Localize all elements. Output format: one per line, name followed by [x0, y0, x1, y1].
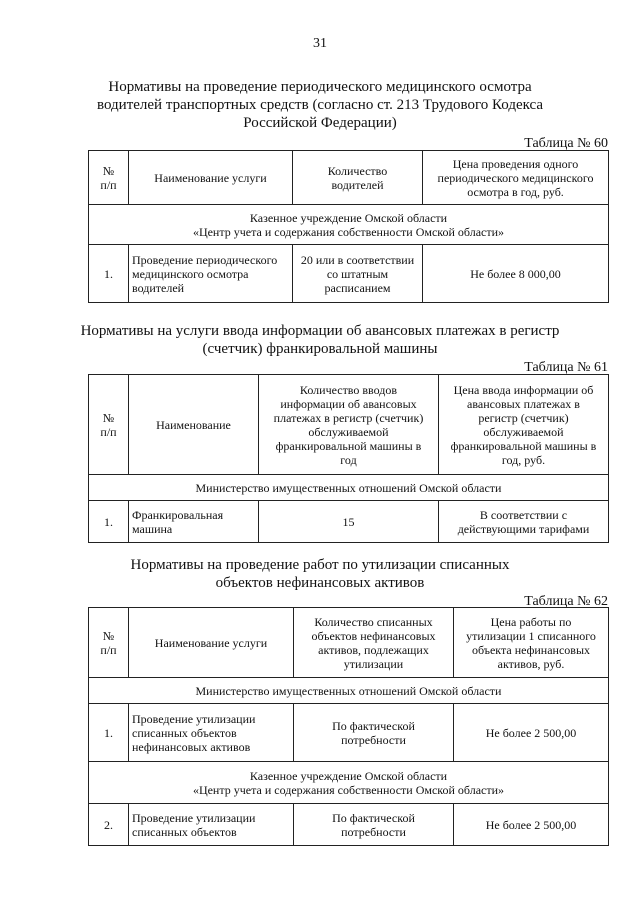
- group-name: Казенное учреждение Омской области «Центр учета и содержания собственности Омской области»: [89, 762, 609, 804]
- row-qty: 20 или в соответствии со штатным расписанием: [293, 245, 423, 303]
- row-name: Франкировальная машина: [129, 501, 259, 543]
- page-number: 31: [313, 36, 327, 51]
- table-61: [88, 374, 609, 543]
- table-62-heading: Нормативы на проведение работ по утилизации списанных объектов нефинансовых активов: [130, 557, 510, 591]
- table-61-caption: Таблица № 61: [524, 360, 608, 375]
- header-cell-price: Цена работы по утилизации 1 списанного объекта нефинансовых активов, руб.: [454, 608, 609, 678]
- row-qty: 15: [259, 501, 439, 543]
- row-qty: По фактической потребности: [294, 804, 454, 846]
- table-60-caption: Таблица № 60: [524, 136, 608, 151]
- group-row: [89, 762, 609, 804]
- row-qty: По фактической потребности: [294, 704, 454, 762]
- row-price: Не более 2 500,00: [454, 804, 609, 846]
- row-name: Проведение утилизации списанных объектов нефинансовых активов: [129, 704, 294, 762]
- row-num: 1.: [89, 704, 129, 762]
- table-60-heading: Нормативы на проведение периодического медицинского осмотра водителей транспортных средств (согласно ст. 213 Трудового Кодекса Российской Федерации): [96, 79, 544, 131]
- header-cell-num: № п/п: [89, 608, 129, 678]
- row-name: Проведение периодического медицинского осмотра водителей: [129, 245, 293, 303]
- group-name: Казенное учреждение Омской области «Центр учета и содержания собственности Омской области»: [89, 205, 609, 245]
- table-row: [89, 245, 609, 303]
- header-cell-qty: Количество вводов информации об авансовых платежах в регистр (счетчик) обслуживаемой франкировальной машины в год: [259, 375, 439, 475]
- table-62-caption: Таблица № 62: [524, 594, 608, 609]
- header-cell-qty: Количество списанных объектов нефинансовых активов, подлежащих утилизации: [294, 608, 454, 678]
- row-price: В соответствии с действующими тарифами: [439, 501, 609, 543]
- header-cell-name: Наименование услуги: [129, 151, 293, 205]
- header-cell-price: Цена проведения одного периодического медицинского осмотра в год, руб.: [423, 151, 609, 205]
- group-row: [89, 678, 609, 704]
- table-60: [88, 150, 609, 303]
- header-cell-num: № п/п: [89, 375, 129, 475]
- group-row: [89, 475, 609, 501]
- header-cell-num: № п/п: [89, 151, 129, 205]
- table-row: [89, 501, 609, 543]
- row-num: 1.: [89, 245, 129, 303]
- row-name: Проведение утилизации списанных объектов: [129, 804, 294, 846]
- table-header-row: [89, 608, 609, 678]
- group-name: Министерство имущественных отношений Омской области: [89, 678, 609, 704]
- table-62: [88, 607, 609, 846]
- header-cell-price: Цена ввода информации об авансовых платежах в регистр (счетчик) обслуживаемой франкировальной машины в год, руб.: [439, 375, 609, 475]
- header-cell-qty: Количество водителей: [293, 151, 423, 205]
- table-header-row: [89, 375, 609, 475]
- group-row: [89, 205, 609, 245]
- row-num: 2.: [89, 804, 129, 846]
- header-cell-name: Наименование услуги: [129, 608, 294, 678]
- group-name: Министерство имущественных отношений Омской области: [89, 475, 609, 501]
- table-header-row: [89, 151, 609, 205]
- header-cell-name: Наименование: [129, 375, 259, 475]
- table-row: [89, 704, 609, 762]
- table-row: [89, 804, 609, 846]
- row-num: 1.: [89, 501, 129, 543]
- table-61-heading: Нормативы на услуги ввода информации об авансовых платежах в регистр (счетчик) франкировальной машины: [80, 323, 560, 357]
- row-price: Не более 8 000,00: [423, 245, 609, 303]
- row-price: Не более 2 500,00: [454, 704, 609, 762]
